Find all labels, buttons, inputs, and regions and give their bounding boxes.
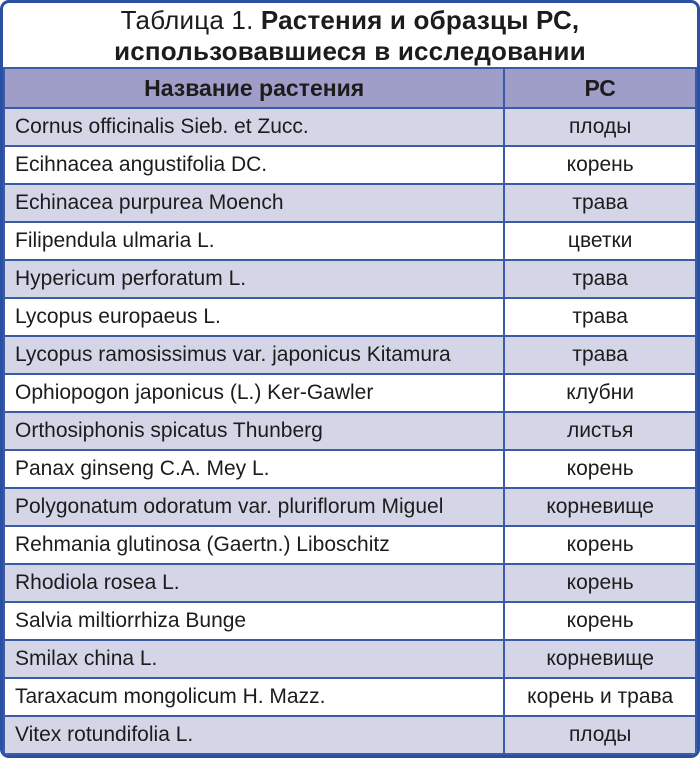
rs-cell: корень — [504, 526, 696, 564]
table-row — [4, 640, 696, 678]
table-row — [4, 336, 696, 374]
plant-name-cell: Echinacea purpurea Moench — [4, 184, 504, 222]
table-row — [4, 678, 696, 716]
plant-name-cell: Lycopus europaeus L. — [4, 298, 504, 336]
rs-cell: корень — [504, 602, 696, 640]
plant-name-cell: Panax ginseng C.A. Mey L. — [4, 450, 504, 488]
plant-name-cell: Salvia miltiorrhiza Bunge — [4, 602, 504, 640]
rs-cell: корень — [504, 450, 696, 488]
table-title — [3, 3, 697, 67]
plant-name-cell: Cornus officinalis Sieb. et Zucc. — [4, 108, 504, 146]
rs-cell: листья — [504, 412, 696, 450]
table-row — [4, 564, 696, 602]
plant-name-cell: Rhodiola rosea L. — [4, 564, 504, 602]
column-header-rs: РС — [504, 68, 696, 108]
rs-cell: трава — [504, 184, 696, 222]
plant-name-cell: Polygonatum odoratum var. pluriflorum Miguel — [4, 488, 504, 526]
rs-cell: корень — [504, 564, 696, 602]
plant-name-cell: Ophiopogon japonicus (L.) Ker-Gawler — [4, 374, 504, 412]
rs-cell: корень — [504, 146, 696, 184]
plant-name-cell: Orthosiphonis spicatus Thunberg — [4, 412, 504, 450]
table-row — [4, 488, 696, 526]
plant-name-cell: Smilax china L. — [4, 640, 504, 678]
table-title-line2: использовавшиеся в исследовании — [114, 36, 586, 66]
table-row — [4, 374, 696, 412]
table-row — [4, 108, 696, 146]
rs-cell: плоды — [504, 108, 696, 146]
plant-name-cell: Vitex rotundifolia L. — [4, 716, 504, 754]
table-title-line1 — [121, 5, 580, 36]
table-row — [4, 716, 696, 754]
rs-cell: корень и трава — [504, 678, 696, 716]
rs-cell: цветки — [504, 222, 696, 260]
rs-cell: трава — [504, 298, 696, 336]
table-row — [4, 450, 696, 488]
plant-name-cell: Taraxacum mongolicum H. Mazz. — [4, 678, 504, 716]
rs-cell: корневище — [504, 488, 696, 526]
table-row — [4, 526, 696, 564]
plant-name-cell: Lycopus ramosissimus var. japonicus Kitamura — [4, 336, 504, 374]
table-title-prefix: Таблица 1. — [120, 5, 261, 35]
table-row — [4, 298, 696, 336]
table-header-row — [4, 68, 696, 108]
table-row — [4, 260, 696, 298]
table-row — [4, 184, 696, 222]
table-row — [4, 412, 696, 450]
table-title-main: Растения и образцы РС, — [260, 5, 580, 35]
table-body — [4, 108, 696, 754]
plant-name-cell: Hypericum perforatum L. — [4, 260, 504, 298]
rs-cell: трава — [504, 260, 696, 298]
rs-cell: трава — [504, 336, 696, 374]
table-row — [4, 146, 696, 184]
table-row — [4, 222, 696, 260]
rs-cell: плоды — [504, 716, 696, 754]
plant-name-cell: Ecihnacea angustifolia DC. — [4, 146, 504, 184]
table-row — [4, 602, 696, 640]
plant-name-cell: Filipendula ulmaria L. — [4, 222, 504, 260]
rs-cell: корневище — [504, 640, 696, 678]
column-header-plant-name: Название растения — [4, 68, 504, 108]
plants-table — [3, 67, 697, 755]
rs-cell: клубни — [504, 374, 696, 412]
plant-name-cell: Rehmania glutinosa (Gaertn.) Liboschitz — [4, 526, 504, 564]
